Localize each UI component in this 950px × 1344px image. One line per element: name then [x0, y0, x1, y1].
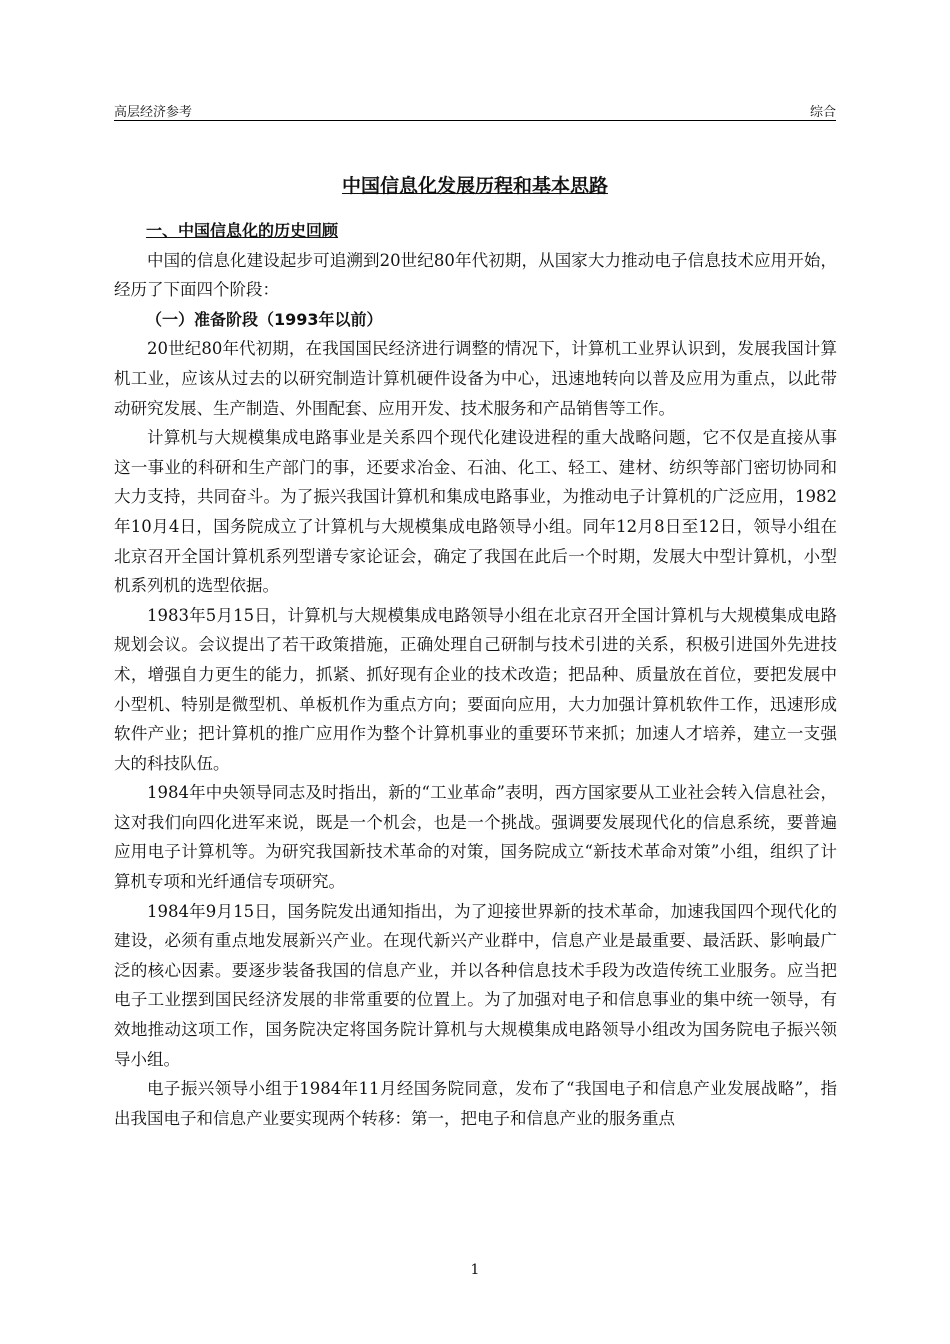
page-number: 1 — [470, 1262, 480, 1278]
section-heading: 一、中国信息化的历史回顾 — [146, 221, 339, 240]
paragraph: 1983年5月15日，计算机与大规模集成电路领导小组在北京召开全国计算机与大规模集成电路规划会议。会议提出了若干政策措施，正确处理自己研制与技术引进的关系，积极引进国外先进技术，增强自力更生的能力，抓紧、抓好现有企业的技术改造；把品种、质量放在首位，要把发展中小型机、特别是微型机、单板机作为重点方向；要面向应用，大力加强计算机软件工作，迅速形成软件产业；把计算机的推广应用作为整个计算机事业的重要环节来抓；加速人才培养，建立一支强大的科技队伍。 — [114, 605, 837, 773]
paragraph: 1984年中央领导同志及时指出，新的“工业革命”表明，西方国家要从工业社会转入信息社会，这对我们向四化进军来说，既是一个机会，也是一个挑战。强调要发展现代化的信息系统，要普遍应用电子计算机等。为研究我国新技术革命的对策，国务院成立“新技术革命对策”小组，组织了计算机专项和光纤通信专项研究。 — [114, 783, 837, 892]
header-section: 综合 — [809, 105, 836, 120]
intro-paragraph: 中国的信息化建设起步可追溯到20世纪80年代初期，从国家大力推动电子信息技术应用开始，经历了下面四个阶段： — [114, 250, 837, 300]
header-publication: 高层经济参考 — [114, 105, 193, 120]
paragraph: 20世纪80年代初期，在我国国民经济进行调整的情况下，计算机工业界认识到，发展我国计算机工业，应该从过去的以研究制造计算机硬件设备为中心，迅速地转向以普及应用为重点，以此带动研究发展、生产制造、外围配套、应用开发、技术服务和产品销售等工作。 — [114, 339, 837, 418]
paragraph: 1984年9月15日，国务院发出通知指出，为了迎接世界新的技术革命，加速我国四个现代化的建设，必须有重点地发展新兴产业。在现代新兴产业群中，信息产业是最重要、最活跃、影响最广泛的核心因素。要逐步装备我国的信息产业，并以各种信息技术手段为改造传统工业服务。应当把电子工业摆到国民经济发展的非常重要的位置上。为了加强对电子和信息事业的集中统一领导，有效地推动这项工作，国务院决定将国务院计算机与大规模集成电路领导小组改为国务院电子振兴领导小组。 — [114, 901, 837, 1069]
document-body — [114, 216, 837, 1133]
page-header — [114, 100, 836, 121]
paragraph: 计算机与大规模集成电路事业是关系四个现代化建设进程的重大战略问题，它不仅是直接从事这一事业的科研和生产部门的事，还要求冶金、石油、化工、轻工、建材、纺织等部门密切协同和大力支持，共同奋斗。为了振兴我国计算机和集成电路事业，为推动电子计算机的广泛应用，1982年10月4日，国务院成立了计算机与大规模集成电路领导小组。同年12月8日至12日，领导小组在北京召开全国计算机系列型谱专家论证会，确定了我国在此后一个时期，发展大中型计算机，小型机系列机的选型依据。 — [114, 428, 837, 596]
subsection-heading: （一）准备阶段（1993年以前） — [146, 309, 383, 329]
document-title: 中国信息化发展历程和基本思路 — [341, 175, 608, 197]
paragraph: 电子振兴领导小组于1984年11月经国务院同意，发布了“我国电子和信息产业发展战略”，指出我国电子和信息产业要实现两个转移：第一，把电子和信息产业的服务重点 — [114, 1079, 837, 1128]
